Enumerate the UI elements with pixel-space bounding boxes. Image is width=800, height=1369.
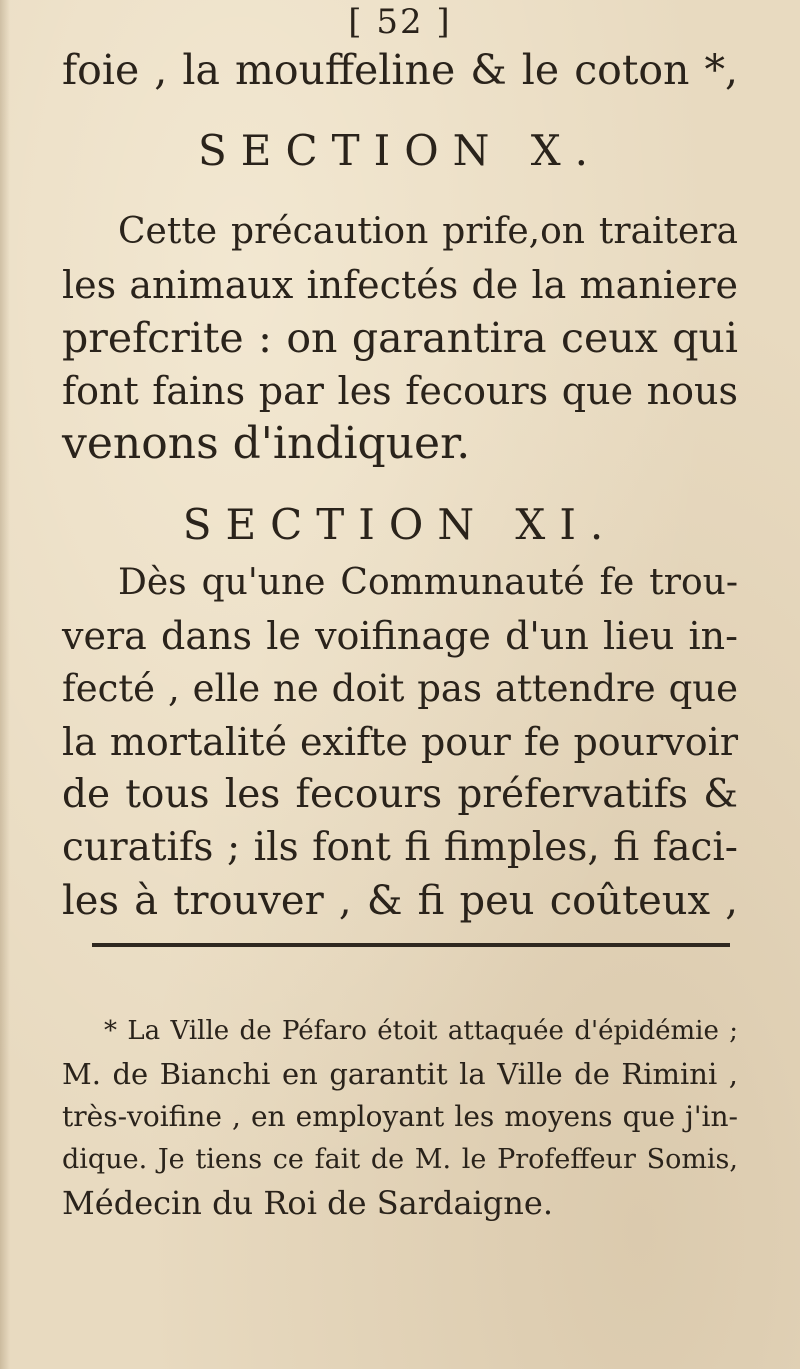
section-x-line: prefcrite : on garantira ceux qui [62,314,738,362]
section-x-line: Cette précaution prife,on traitera [118,211,738,252]
section-xi-line: de tous les fecours préfervatifs & [62,772,738,817]
page-number: [ 52 ] [348,2,452,42]
footnote-line: Médecin du Roi de Sardaigne. [62,1184,553,1222]
footnote-rule [92,943,730,947]
section-xi-line: les à trouver , & fi peu coûteux , [62,878,738,924]
section-xi-line: la mortalité exifte pour fe pourvoir [62,720,738,764]
section-xi-heading: SECTION XI. [182,500,618,549]
section-xi-line: fecté , elle ne doit pas attendre que [62,667,738,710]
footnote-line: très-voifine , en employant les moyens que j'in- [62,1100,738,1133]
section-xi-line: curatifs ; ils font fi fimples, fi faci- [62,825,738,870]
page-gutter-shadow [0,0,10,1369]
section-x-line: venons d'indiquer. [62,418,471,469]
footnote-line: dique. Je tiens ce fait de M. le Profeffeur Somis, [62,1144,738,1175]
section-x-line: font fains par les fecours que nous [62,369,738,413]
top-line: foie , la mouffeline & le coton *, [62,46,738,94]
footnote-line: * La Ville de Péfaro étoit attaquée d'épidémie ; [104,1016,738,1046]
section-xi-line: Dès qu'une Communauté fe trou- [118,562,738,603]
section-xi-line: vera dans le voifinage d'un lieu in- [62,614,738,658]
section-x-heading: SECTION X. [198,126,602,175]
section-x-line: les animaux infectés de la maniere [62,263,738,307]
footnote-line: M. de Bianchi en garantit la Ville de Rimini , [62,1057,738,1091]
